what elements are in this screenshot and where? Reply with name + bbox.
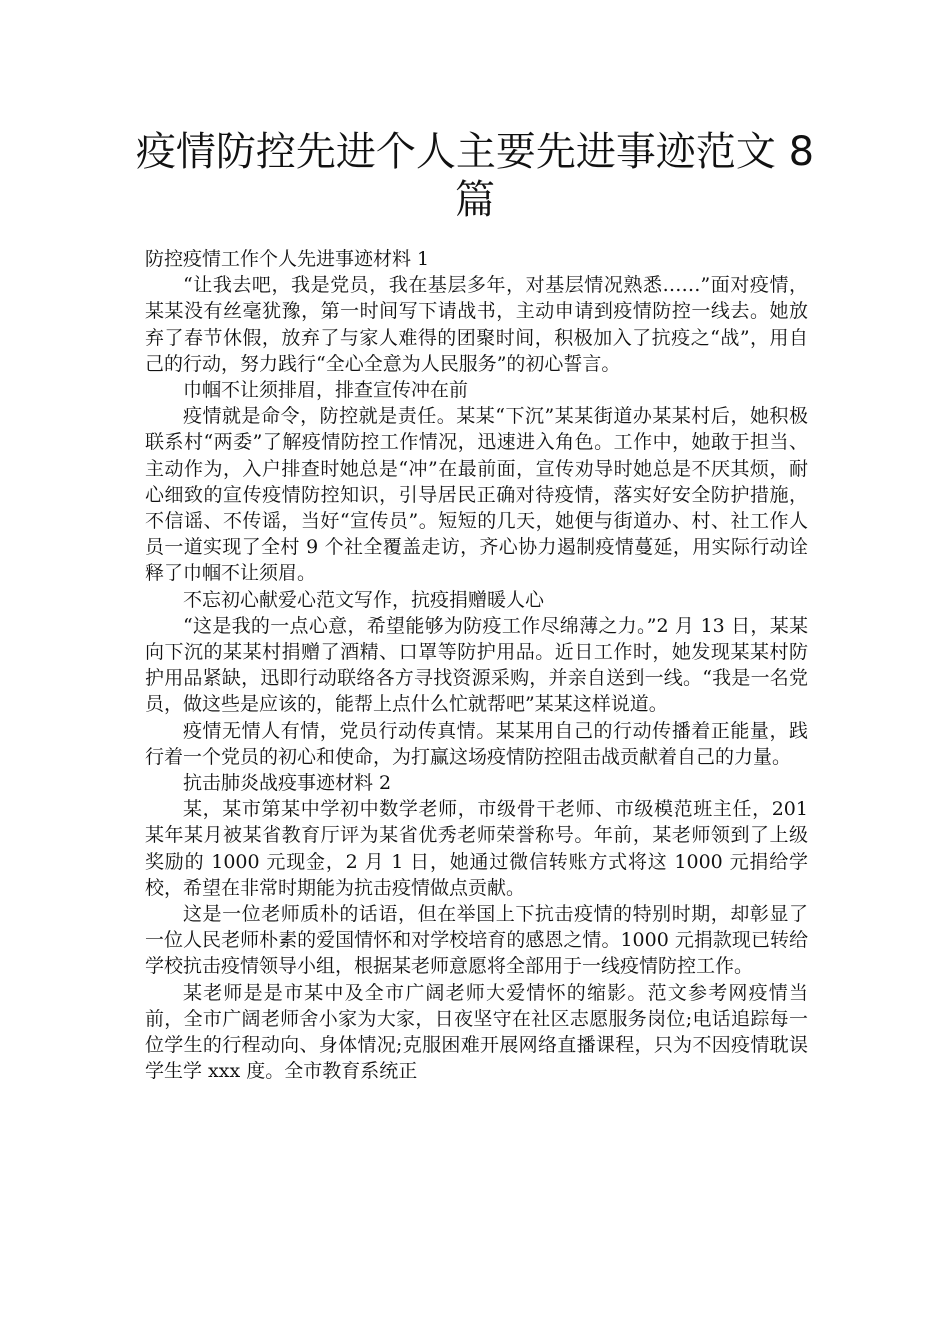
document-body	[145, 246, 808, 1085]
body-paragraph: 疫情就是命令，防控就是责任。某某“下沉”某某街道办某某村后，她积极联系村“两委”了解疫情防控工作情况，迅速进入角色。工作中，她敢于担当、主动作为，入户排查时她总是“冲”在最前面，宣传劝导时她总是不厌其烦，耐心细致的宣传疫情防控知识，引导居民正确对待疫情，落实好安全防护措施，不信谣、不传谣，当好“宣传员”。短短的几天，她便与街道办、村、社工作人员一道实现了全村 9 个社全覆盖走访，齐心协力遏制疫情蔓延，用实际行动诠释了巾帼不让须眉。	[145, 405, 808, 585]
body-paragraph: “让我去吧，我是党员，我在基层多年，对基层情况熟悉……”面对疫情，某某没有丝毫犹豫，第一时间写下请战书，主动申请到疫情防控一线去。她放弃了春节休假，放弃了与家人难得的团聚时间，积极加入了抗疫之“战”，用自己的行动，努力践行“全心全意为人民服务”的初心誓言。	[145, 274, 808, 375]
body-paragraph: 抗击肺炎战疫事迹材料 2	[183, 772, 392, 795]
body-paragraph: 疫情无情人有情，党员行动传真情。某某用自己的行动传播着正能量，践行着一个党员的初心和使命，为打赢这场疫情防控阻击战贡献着自己的力量。	[145, 719, 808, 768]
body-paragraph: 巾帼不让须排眉，排查宣传冲在前	[183, 379, 469, 402]
document-title: 疫情防控先进个人主要先进事迹范文 8 篇	[135, 129, 815, 223]
body-paragraph: 某，某市第某中学初中数学老师，市级骨干老师、市级模范班主任，201 某年某月被某省教育厅评为某省优秀老师荣誉称号。年前，某老师领到了上级奖励的 1000 元现金，2 月 1 日，她通过微信转账方式将这 1000 元捐给学校，希望在非常时期能为抗击疫情做点贡献。	[145, 798, 808, 899]
body-paragraph: 不忘初心献爱心范文写作，抗疫捐赠暖人心	[183, 588, 545, 611]
body-paragraph: “这是我的一点心意，希望能够为防疫工作尽绵薄之力。”2 月 13 日，某某向下沉的某某村捐赠了酒精、口罩等防护用品。近日工作时，她发现某某村防护用品紧缺，迅即行动联络各方寻找资源采购，并亲自送到一线。“我是一名党员，做这些是应该的，能帮上点什么忙就帮吧”某某这样说道。	[145, 614, 808, 716]
body-paragraph: 某老师是是市某中及全市广阔老师大爱情怀的缩影。范文参考网疫情当前，全市广阔老师舍小家为大家，日夜坚守在社区志愿服务岗位;电话追踪每一位学生的行程动向、身体情况;克服困难开展网络直播课程，只为不因疫情耽误学生学 xxx 度。全市教育系统正	[145, 981, 808, 1083]
body-paragraph: 防控疫情工作个人先进事迹材料 1	[145, 248, 430, 270]
body-paragraph: 这是一位老师质朴的话语，但在举国上下抗击疫情的特别时期，却彰显了一位人民老师朴素的爱国情怀和对学校培育的感恩之情。1000 元捐款现已转给学校抗击疫情领导小组，根据某老师意愿将全部用于一线疫情防控工作。	[145, 903, 808, 978]
